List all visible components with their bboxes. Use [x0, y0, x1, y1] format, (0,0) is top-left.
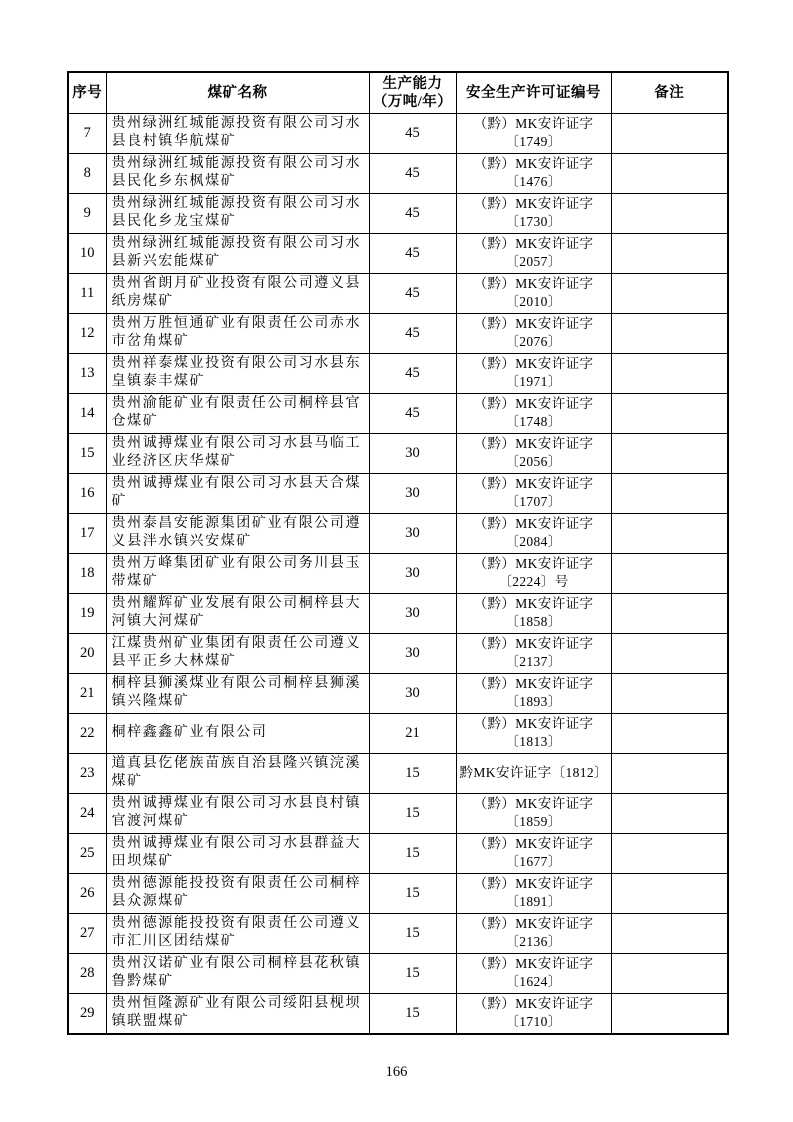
table-row — [68, 673, 728, 713]
row-serial-number: 16 — [68, 473, 106, 513]
remark-value — [611, 393, 728, 433]
table-row — [68, 313, 728, 353]
remark-value — [611, 153, 728, 193]
capacity-value: 30 — [369, 473, 456, 513]
mine-name: 贵州泰昌安能源集团矿业有限公司遵义县泮水镇兴安煤矿 — [106, 513, 369, 553]
capacity-value: 15 — [369, 913, 456, 953]
row-serial-number: 27 — [68, 913, 106, 953]
row-serial-number: 20 — [68, 633, 106, 673]
mine-name: 贵州诚搏煤业有限公司习水县马临工业经济区庆华煤矿 — [106, 433, 369, 473]
mine-name: 贵州德源能投投资有限责任公司桐梓县众源煤矿 — [106, 873, 369, 913]
row-serial-number: 19 — [68, 593, 106, 633]
row-serial-number: 7 — [68, 113, 106, 153]
table-row — [68, 713, 728, 753]
mine-name: 贵州恒隆源矿业有限公司绥阳县枧坝镇联盟煤矿 — [106, 993, 369, 1034]
remark-value — [611, 593, 728, 633]
capacity-value: 30 — [369, 633, 456, 673]
row-serial-number: 8 — [68, 153, 106, 193]
license-number: （黔）MK安许证字〔2224〕号 — [456, 553, 611, 593]
license-number: （黔）MK安许证字〔1707〕 — [456, 473, 611, 513]
capacity-value: 15 — [369, 993, 456, 1034]
capacity-value: 45 — [369, 313, 456, 353]
mine-name: 桐梓鑫鑫矿业有限公司 — [106, 713, 369, 753]
row-serial-number: 17 — [68, 513, 106, 553]
row-serial-number: 25 — [68, 833, 106, 873]
capacity-value: 45 — [369, 393, 456, 433]
row-serial-number: 29 — [68, 993, 106, 1034]
page-number: 166 — [385, 1064, 408, 1080]
remark-value — [611, 793, 728, 833]
remark-value — [611, 353, 728, 393]
table-row — [68, 593, 728, 633]
license-number: （黔）MK安许证字〔1748〕 — [456, 393, 611, 433]
capacity-value: 45 — [369, 193, 456, 233]
license-number: （黔）MK安许证字〔1859〕 — [456, 793, 611, 833]
table-row — [68, 153, 728, 193]
table-row — [68, 993, 728, 1034]
remark-value — [611, 473, 728, 513]
mine-name: 贵州绿洲红城能源投资有限公司习水县民化乡龙宝煤矿 — [106, 193, 369, 233]
remark-value — [611, 913, 728, 953]
table-row — [68, 433, 728, 473]
capacity-value: 45 — [369, 153, 456, 193]
table-row — [68, 393, 728, 433]
remark-value — [611, 433, 728, 473]
license-number: （黔）MK安许证字〔2057〕 — [456, 233, 611, 273]
table-row — [68, 753, 728, 793]
mine-name: 贵州省朗月矿业投资有限公司遵义县纸房煤矿 — [106, 273, 369, 313]
license-number: （黔）MK安许证字〔1476〕 — [456, 153, 611, 193]
license-number: （黔）MK安许证字〔1858〕 — [456, 593, 611, 633]
table-row — [68, 873, 728, 913]
mine-name: 贵州诚搏煤业有限公司习水县群益大田坝煤矿 — [106, 833, 369, 873]
table-row — [68, 913, 728, 953]
column-header-remark: 备注 — [611, 72, 728, 113]
mine-name: 贵州耀辉矿业发展有限公司桐梓县大河镇大河煤矿 — [106, 593, 369, 633]
remark-value — [611, 193, 728, 233]
row-serial-number: 18 — [68, 553, 106, 593]
remark-value — [611, 713, 728, 753]
table-row — [68, 353, 728, 393]
capacity-value: 45 — [369, 233, 456, 273]
mine-name: 贵州万峰集团矿业有限公司务川县玉带煤矿 — [106, 553, 369, 593]
table-row — [68, 833, 728, 873]
row-serial-number: 22 — [68, 713, 106, 753]
table-row — [68, 633, 728, 673]
table-row — [68, 193, 728, 233]
mine-name: 贵州汉诺矿业有限公司桐梓县花秋镇鲁黔煤矿 — [106, 953, 369, 993]
license-number: （黔）MK安许证字〔1813〕 — [456, 713, 611, 753]
capacity-value: 30 — [369, 553, 456, 593]
capacity-value: 45 — [369, 353, 456, 393]
row-serial-number: 13 — [68, 353, 106, 393]
license-number: （黔）MK安许证字〔2076〕 — [456, 313, 611, 353]
capacity-value: 21 — [369, 713, 456, 753]
capacity-value: 30 — [369, 433, 456, 473]
remark-value — [611, 553, 728, 593]
remark-value — [611, 673, 728, 713]
table-header-row — [68, 72, 728, 113]
remark-value — [611, 113, 728, 153]
capacity-value: 30 — [369, 593, 456, 633]
row-serial-number: 14 — [68, 393, 106, 433]
row-serial-number: 23 — [68, 753, 106, 793]
table-row — [68, 113, 728, 153]
license-number: （黔）MK安许证字〔2136〕 — [456, 913, 611, 953]
column-header-license: 安全生产许可证编号 — [456, 72, 611, 113]
row-serial-number: 10 — [68, 233, 106, 273]
row-serial-number: 28 — [68, 953, 106, 993]
row-serial-number: 15 — [68, 433, 106, 473]
remark-value — [611, 993, 728, 1034]
license-number: （黔）MK安许证字〔2010〕 — [456, 273, 611, 313]
mine-name: 贵州渝能矿业有限责任公司桐梓县官仓煤矿 — [106, 393, 369, 433]
license-number: （黔）MK安许证字〔2084〕 — [456, 513, 611, 553]
remark-value — [611, 313, 728, 353]
remark-value — [611, 753, 728, 793]
row-serial-number: 9 — [68, 193, 106, 233]
table-row — [68, 233, 728, 273]
license-number: （黔）MK安许证字〔1891〕 — [456, 873, 611, 913]
mine-name: 贵州万胜恒通矿业有限责任公司赤水市岔角煤矿 — [106, 313, 369, 353]
license-number: （黔）MK安许证字〔2056〕 — [456, 433, 611, 473]
table-row — [68, 953, 728, 993]
column-header-capacity: 生产能力（万吨/年） — [369, 72, 456, 113]
license-number: （黔）MK安许证字〔1730〕 — [456, 193, 611, 233]
table-row — [68, 553, 728, 593]
capacity-value: 45 — [369, 113, 456, 153]
license-number: （黔）MK安许证字〔1677〕 — [456, 833, 611, 873]
capacity-value: 15 — [369, 793, 456, 833]
mine-name: 贵州德源能投投资有限责任公司遵义市汇川区团结煤矿 — [106, 913, 369, 953]
table-row — [68, 793, 728, 833]
coal-mine-table — [67, 71, 729, 1035]
license-number: （黔）MK安许证字〔1749〕 — [456, 113, 611, 153]
mine-name: 贵州祥泰煤业投资有限公司习水县东皇镇泰丰煤矿 — [106, 353, 369, 393]
capacity-value: 30 — [369, 513, 456, 553]
remark-value — [611, 633, 728, 673]
mine-name: 贵州绿洲红城能源投资有限公司习水县良村镇华航煤矿 — [106, 113, 369, 153]
column-header-serial-no: 序号 — [68, 72, 106, 113]
table-row — [68, 513, 728, 553]
mine-name: 道真县仡佬族苗族自治县隆兴镇浣溪煤矿 — [106, 753, 369, 793]
remark-value — [611, 833, 728, 873]
mine-name: 贵州诚搏煤业有限公司习水县良村镇官渡河煤矿 — [106, 793, 369, 833]
mine-name: 贵州绿洲红城能源投资有限公司习水县民化乡东枫煤矿 — [106, 153, 369, 193]
row-serial-number: 24 — [68, 793, 106, 833]
capacity-value: 15 — [369, 873, 456, 913]
capacity-value: 15 — [369, 753, 456, 793]
license-number: （黔）MK安许证字〔1624〕 — [456, 953, 611, 993]
license-number: （黔）MK安许证字〔2137〕 — [456, 633, 611, 673]
license-number: （黔）MK安许证字〔1710〕 — [456, 993, 611, 1034]
license-number: （黔）MK安许证字〔1971〕 — [456, 353, 611, 393]
remark-value — [611, 953, 728, 993]
row-serial-number: 21 — [68, 673, 106, 713]
remark-value — [611, 233, 728, 273]
row-serial-number: 11 — [68, 273, 106, 313]
mine-name: 贵州绿洲红城能源投资有限公司习水县新兴宏能煤矿 — [106, 233, 369, 273]
mine-name: 桐梓县狮溪煤业有限公司桐梓县狮溪镇兴隆煤矿 — [106, 673, 369, 713]
capacity-value: 15 — [369, 953, 456, 993]
table-row — [68, 473, 728, 513]
column-header-mine-name: 煤矿名称 — [106, 72, 369, 113]
remark-value — [611, 513, 728, 553]
row-serial-number: 12 — [68, 313, 106, 353]
remark-value — [611, 273, 728, 313]
license-number: （黔）MK安许证字〔1893〕 — [456, 673, 611, 713]
mine-name: 贵州诚搏煤业有限公司习水县天合煤矿 — [106, 473, 369, 513]
remark-value — [611, 873, 728, 913]
capacity-value: 30 — [369, 673, 456, 713]
table-row — [68, 273, 728, 313]
capacity-value: 15 — [369, 833, 456, 873]
mine-name: 江煤贵州矿业集团有限责任公司遵义县平正乡大林煤矿 — [106, 633, 369, 673]
capacity-value: 45 — [369, 273, 456, 313]
license-number: 黔MK安许证字〔1812〕 — [456, 753, 611, 793]
row-serial-number: 26 — [68, 873, 106, 913]
table-body — [68, 113, 728, 1034]
